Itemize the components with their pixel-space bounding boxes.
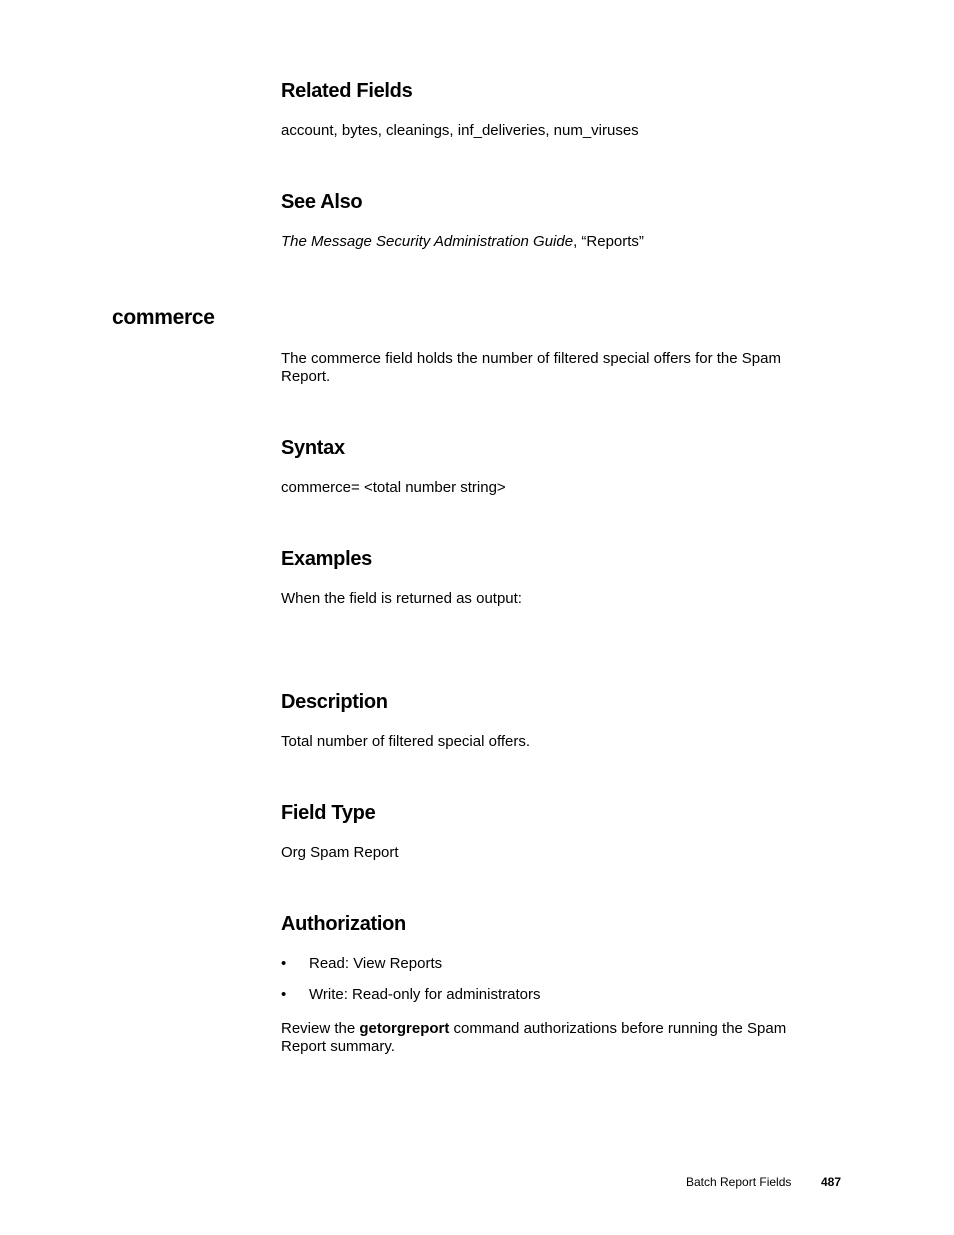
bullet-marker: •	[281, 986, 287, 1003]
description-text: Total number of filtered special offers.	[281, 733, 531, 750]
related-fields-heading: Related Fields	[281, 80, 413, 102]
page-number: 487	[821, 1175, 842, 1189]
see-also-heading: See Also	[281, 191, 363, 213]
examples-text: When the field is returned as output:	[281, 590, 522, 607]
authorization-write-item: Write: Read-only for administrators	[309, 986, 541, 1003]
authorization-heading: Authorization	[281, 913, 406, 935]
field-type-heading: Field Type	[281, 802, 376, 824]
footer-title: Batch Report Fields	[686, 1175, 792, 1189]
authorization-read-item: Read: View Reports	[309, 955, 443, 972]
examples-heading: Examples	[281, 548, 372, 570]
commerce-intro: The commerce field holds the number of filtered special offers for the Spam Report.	[281, 350, 781, 385]
see-also-text	[281, 233, 816, 251]
authorization-note-after: command authorizations before running the Spam Report summary.	[281, 1020, 787, 1055]
syntax-text: commerce= <total number string>	[281, 479, 506, 496]
authorization-note	[281, 1020, 816, 1056]
commerce-title: commerce	[112, 306, 215, 329]
command-name: getorgreport	[359, 1020, 450, 1037]
authorization-note-before: Review the	[281, 1020, 360, 1037]
related-fields-text: account, bytes, cleanings, inf_deliveries, num_viruses	[281, 122, 639, 139]
description-heading: Description	[281, 691, 388, 713]
see-also-guide-title: The Message Security Administration Guide	[281, 233, 574, 250]
bullet-marker: •	[281, 955, 287, 972]
see-also-section: , “Reports”	[573, 233, 644, 250]
syntax-heading: Syntax	[281, 437, 345, 459]
field-type-text: Org Spam Report	[281, 844, 399, 861]
